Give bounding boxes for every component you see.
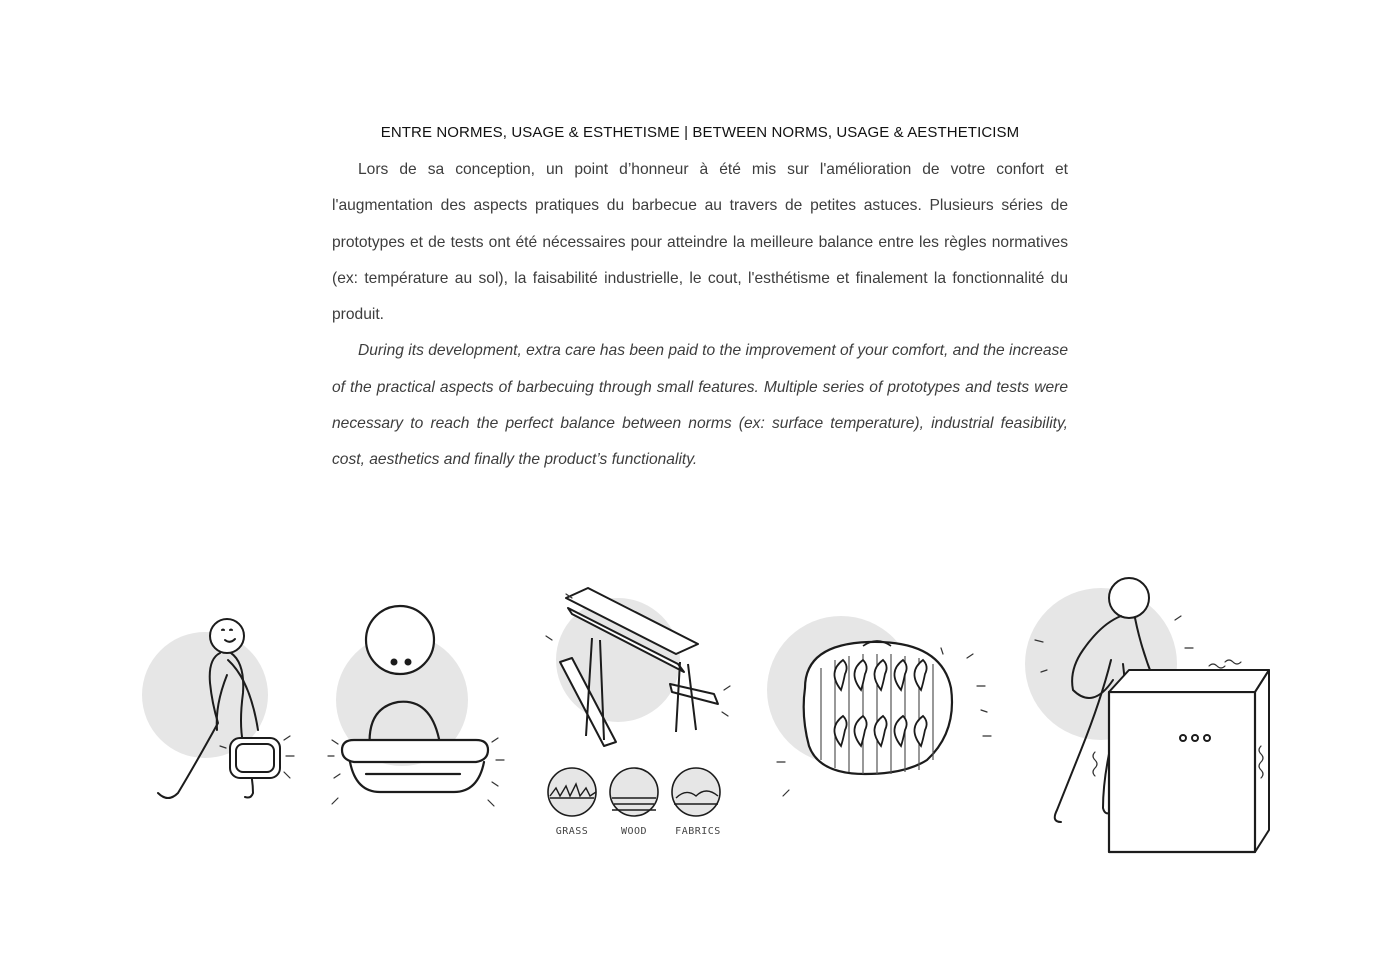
paragraph-english: During its development, extra care has been paid to the improvement of your comfort, and the increase of the practical aspects of barbecuing through small features. Multiple series of prototypes and tests were necessary to reach the perfect balance between norms (ex: surface temperature), industrial feasibility, cost, aesthetics and finally the product’s functionality.	[332, 342, 1068, 469]
body-text	[332, 152, 1068, 479]
person-behind-barbecue-illustration	[320, 560, 510, 830]
surface-label-fabrics: FABRICS	[675, 826, 721, 837]
page-heading: ENTRE NORMES, USAGE & ESTHETISME | BETWEEN NORMS, USAGE & AESTHETICISM	[380, 124, 1020, 141]
surface-label-wood: WOOD	[620, 826, 648, 837]
illustration-strip	[0, 560, 1400, 860]
picnic-table-illustration	[530, 560, 740, 850]
carrying-person-illustration	[130, 560, 300, 820]
paragraph-french: Lors de sa conception, un point d’honneur à été mis sur l'amélioration de votre confort et l'augmentation des aspects pratiques du barbecue au travers de petites astuces. Plusieurs séries de prototypes et de tests ont été nécessaires pour atteindre la meilleure balance entre les règles normatives (ex: température au sol), la faisabilité industrielle, le cout, l'esthétisme et finalement la fonctionnalité du produit.	[332, 161, 1068, 324]
surface-label-grass: GRASS	[555, 826, 589, 837]
person-with-dishwasher-illustration	[1025, 560, 1275, 870]
grill-with-sausages-illustration	[765, 560, 1005, 820]
